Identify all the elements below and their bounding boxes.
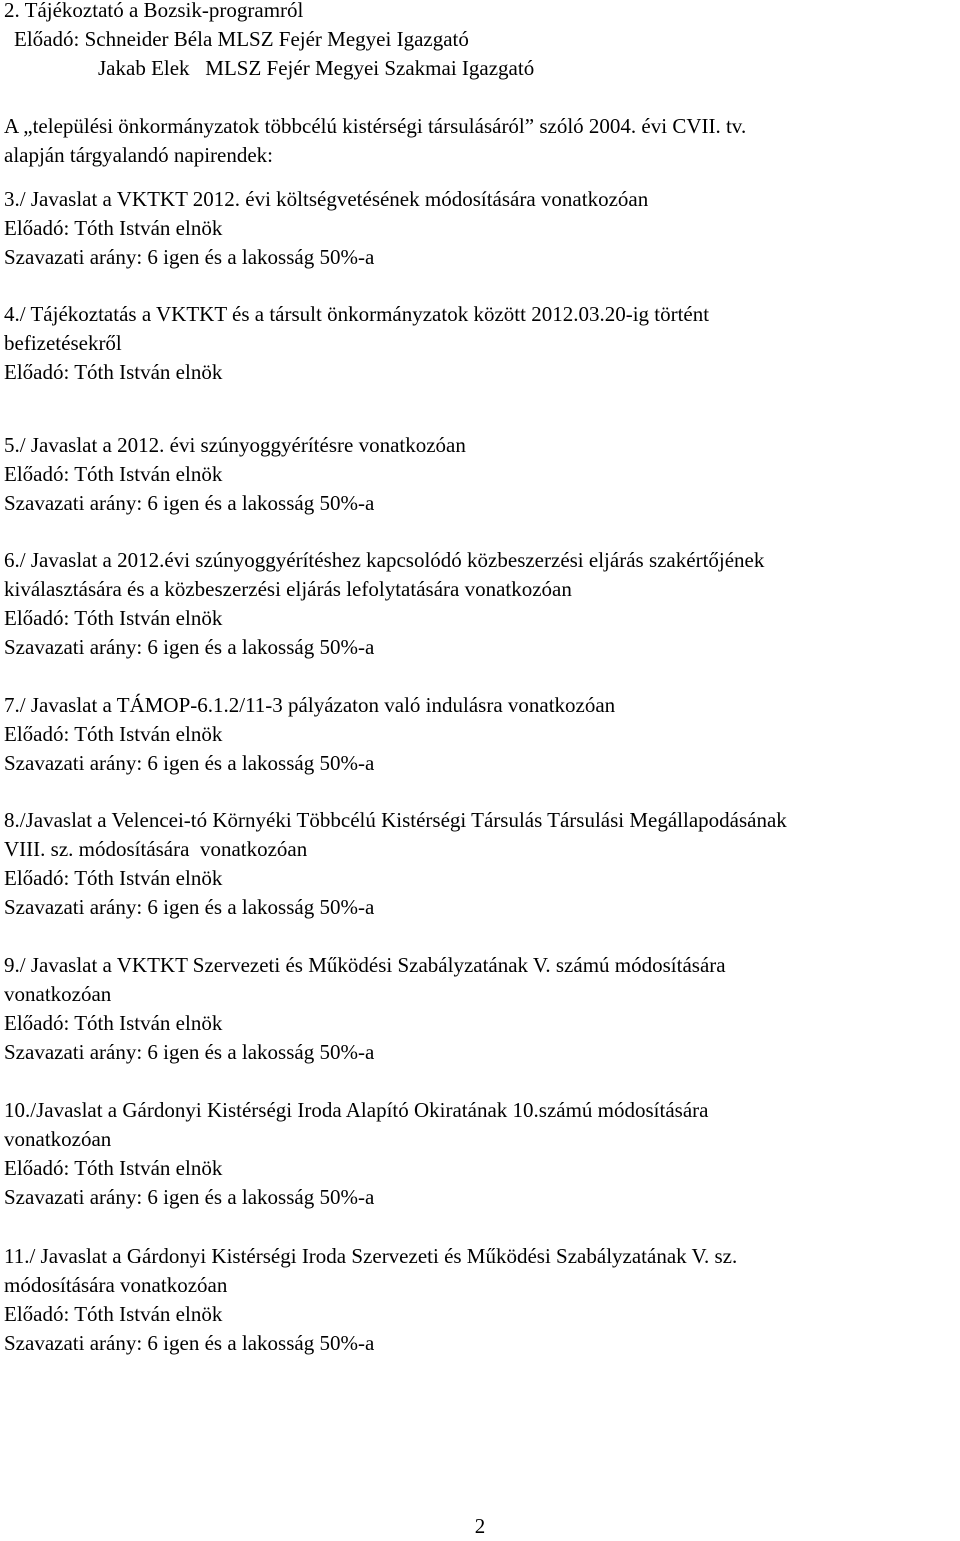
agenda-item-line: Szavazati arány: 6 igen és a lakosság 50%-a <box>4 1040 375 1064</box>
agenda-item-line: Előadó: Tóth István elnök <box>4 866 223 890</box>
agenda-item-title: 11./ Javaslat a Gárdonyi Kistérségi Iroda Szervezeti és Működési Szabályzatának V. sz. <box>4 1244 738 1268</box>
agenda-item-2-title: 2. Tájékoztató a Bozsik-programról <box>4 0 304 22</box>
agenda-item-line: Előadó: Tóth István elnök <box>4 606 223 630</box>
agenda-item-line: Szavazati arány: 6 igen és a lakosság 50%-a <box>4 491 375 515</box>
agenda-item-line: Előadó: Tóth István elnök <box>4 462 223 486</box>
agenda-item-line: VIII. sz. módosítására vonatkozóan <box>4 837 308 861</box>
agenda-item-title: 6./ Javaslat a 2012.évi szúnyoggyérítéshez kapcsolódó közbeszerzési eljárás szakértőjének <box>4 548 765 572</box>
agenda-item-line: Szavazati arány: 6 igen és a lakosság 50%-a <box>4 635 375 659</box>
agenda-item-line: Előadó: Tóth István elnök <box>4 1011 223 1035</box>
agenda-item-title: 5./ Javaslat a 2012. évi szúnyoggyérítésre vonatkozóan <box>4 433 466 457</box>
agenda-item-line: befizetésekről <box>4 331 122 355</box>
agenda-item-line: Előadó: Tóth István elnök <box>4 1302 223 1326</box>
agenda-item-title: 7./ Javaslat a TÁMOP-6.1.2/11-3 pályázaton való indulásra vonatkozóan <box>4 693 616 717</box>
agenda-item-line: Előadó: Tóth István elnök <box>4 360 223 384</box>
page-number: 2 <box>474 1514 486 1538</box>
agenda-item-line: Előadó: Tóth István elnök <box>4 216 223 240</box>
agenda-item-line: Szavazati arány: 6 igen és a lakosság 50%-a <box>4 1331 375 1355</box>
agenda-item-line: módosítására vonatkozóan <box>4 1273 228 1297</box>
presenter-line: Jakab Elek MLSZ Fejér Megyei Szakmai Igazgató <box>98 56 535 80</box>
intro-text: alapján tárgyalandó napirendek: <box>4 143 274 167</box>
agenda-item-title: 3./ Javaslat a VKTKT 2012. évi költségvetésének módosítására vonatkozóan <box>4 187 649 211</box>
agenda-item-line: Szavazati arány: 6 igen és a lakosság 50%-a <box>4 895 375 919</box>
agenda-item-line: kiválasztására és a közbeszerzési eljárás lefolytatására vonatkozóan <box>4 577 572 601</box>
agenda-item-title: 8./Javaslat a Velencei-tó Környéki Többcélú Kistérségi Társulás Társulási Megállapodásának <box>4 808 787 832</box>
agenda-item-title: 4./ Tájékoztatás a VKTKT és a társult önkormányzatok között 2012.03.20-ig történt <box>4 302 710 326</box>
agenda-item-line: Szavazati arány: 6 igen és a lakosság 50%-a <box>4 1185 375 1209</box>
intro-text: A „települési önkormányzatok többcélú kistérségi társulásáról” szóló 2004. évi CVII. tv. <box>4 114 747 138</box>
agenda-item-line: Szavazati arány: 6 igen és a lakosság 50%-a <box>4 751 375 775</box>
agenda-item-line: Előadó: Tóth István elnök <box>4 1156 223 1180</box>
agenda-item-line: Szavazati arány: 6 igen és a lakosság 50%-a <box>4 245 375 269</box>
presenter-line: Előadó: Schneider Béla MLSZ Fejér Megyei Igazgató <box>14 27 469 51</box>
agenda-item-title: 9./ Javaslat a VKTKT Szervezeti és Működési Szabályzatának V. számú módosítására <box>4 953 726 977</box>
agenda-item-line: vonatkozóan <box>4 1127 112 1151</box>
agenda-item-line: vonatkozóan <box>4 982 112 1006</box>
agenda-item-line: Előadó: Tóth István elnök <box>4 722 223 746</box>
agenda-item-title: 10./Javaslat a Gárdonyi Kistérségi Iroda Alapító Okiratának 10.számú módosítására <box>4 1098 709 1122</box>
